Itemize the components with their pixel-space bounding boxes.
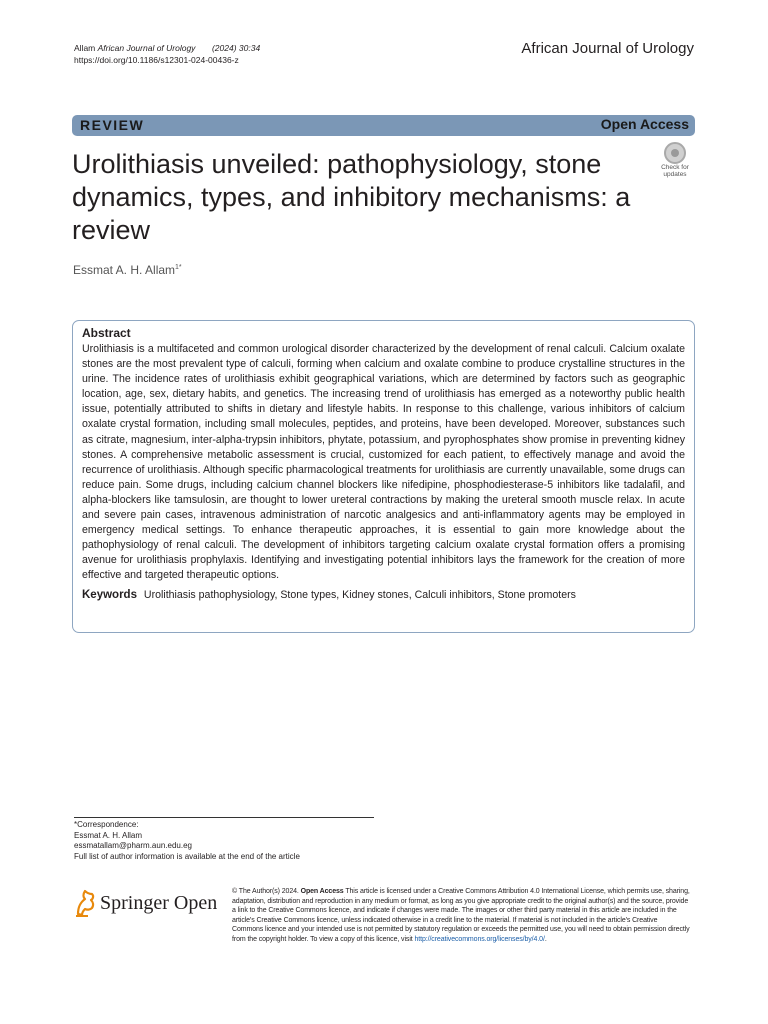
affiliation-note: Full list of author information is available at the end of the article	[74, 851, 300, 861]
year-volume: (2024) 30:34	[211, 43, 261, 53]
check-updates-line2: updates	[663, 171, 687, 178]
abstract-box	[72, 320, 695, 633]
abstract-text: Urolithiasis is a multifaceted and common urological disorder characterized by the development of renal calculi. Calcium oxalate stones are the most prevalent type of calculi, forming when calcium and oxalate combine to produce crystalline structures in the urine. The incidence rates of urolithiasis exhibit geographical variations, which are determined by factors such as geographic location, age, sex, dietary habits, and genetics. The increasing trend of urolithiasis has emerged as a noteworthy public health issue, potentially attributed to shifts in dietary and lifestyle habits. In response to this challenge, various inhibitors of calcium oxalate crystal formation, including small molecules, peptides, and proteins, have been developed. Moreover, substances such as citrate, magnesium, inter-alpha-trypsin inhibitors, phytate, potassium, and pyrophosphates show promise in preventing kidney stones. A comprehensive metabolic assessment is crucial, customized for each patient, to effectively manage and avoid the recurrence of urolithiasis. Although specific pharmacological treatments for urolithiasis are currently unavailable, some drugs can reduce pain. Some drugs, including calcium channel blockers like nifedipine, phosphodiesterase-5 inhibitors like tadalafil, and alpha-blockers like tamsulosin, are thought to lower ureteral contractions by making the ureteral smooth muscle relax. In acute and severe pain cases, intravenous administration of narcotic analgesics and anti-inflammatory agents may be employed in emergency medical settings. To enhance therapeutic approaches, it is essential to gain more knowledge about the pathophysiology of renal calculi. The development of inhibitors targeting calcium oxalate crystal formation offers a promising avenue for urolithiasis prophylaxis. Identifying and investigating potential inhibitors lays the framework for the creation of more effective and targeted therapeutic options.	[82, 343, 685, 582]
correspondence-label: *Correspondence:	[74, 820, 139, 829]
review-label: REVIEW	[80, 117, 145, 133]
correspondence-name: Essmat A. H. Allam	[74, 830, 143, 840]
article-title: Urolithiasis unveiled: pathophysiology, stone dynamics, types, and inhibitory mechanisms: a review	[72, 149, 631, 245]
keywords	[82, 588, 685, 603]
journal-italic: African Journal of Urology	[97, 43, 196, 53]
license-body: This article is licensed under a Creative Commons Attribution 4.0 International License, which permits use, sharing, adaptation, distribution and reproduction in any medium or format, as long as you give appropriate credit to the original author(s) and the source, provide a link to the Creative Commons licence, and indicate if changes were made. The images or other third party material in this article are included in the article's Creative Commons licence, unless indicated otherwise in a credit line to the material. If material is not included in the article's Creative Commons licence and your intended use is not permitted by statutory regulation or exceeds the permitted use, you will need to obtain permission directly from the copyright holder. To view a copy of this licence, visit	[232, 888, 690, 943]
springer-open-wordmark	[100, 892, 217, 915]
check-for-updates-badge[interactable]	[655, 140, 695, 180]
author-name[interactable]: Essmat A. H. Allam	[73, 263, 176, 277]
check-updates-line1: Check for	[661, 164, 689, 171]
keywords-list: Urolithiasis pathophysiology, Stone types, Kidney stones, Calculi inhibitors, Stone promoters	[143, 588, 576, 601]
check-updates-text	[655, 164, 695, 178]
springer-open-logo	[72, 888, 222, 920]
keywords-label: Keywords	[82, 588, 137, 601]
review-banner	[72, 115, 695, 136]
journal-name: African Journal of Urology	[521, 40, 694, 57]
license-open-access: Open Access	[300, 888, 344, 895]
license-end: .	[544, 935, 547, 943]
correspondence-footnote	[74, 820, 300, 862]
publisher-suffix: Open	[173, 892, 218, 914]
author-line	[73, 263, 182, 277]
license-statement	[232, 887, 690, 945]
author-affiliation-sup: 1*	[175, 264, 182, 271]
running-header	[74, 42, 260, 66]
open-access-label: Open Access	[600, 116, 689, 132]
author-short: Allam	[74, 43, 96, 53]
abstract-heading: Abstract	[82, 326, 131, 340]
correspondence-email[interactable]: essmatallam@pharm.aun.edu.eg	[74, 841, 192, 850]
springer-horse-icon	[72, 888, 98, 918]
citation-line	[74, 42, 260, 54]
footnote-divider	[74, 817, 374, 818]
check-updates-icon	[664, 142, 686, 164]
copyright-prefix: © The Author(s) 2024.	[232, 888, 299, 895]
license-link[interactable]: http://creativecommons.org/licenses/by/4.0/	[414, 935, 545, 943]
doi-link[interactable]: https://doi.org/10.1186/s12301-024-00436-z	[74, 55, 239, 65]
publisher-name: Springer	[100, 892, 169, 914]
